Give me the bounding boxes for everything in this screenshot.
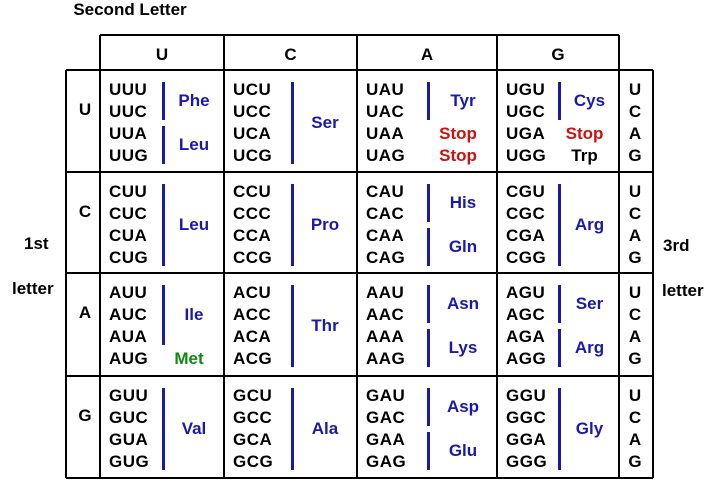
- codon: AGC: [506, 305, 546, 324]
- amino-acid-label: Asn: [446, 294, 480, 313]
- codon: UCA: [233, 124, 272, 143]
- codon: ACC: [233, 305, 272, 324]
- codon: CCU: [233, 182, 272, 201]
- codon: CAU: [366, 182, 405, 201]
- codon: UCC: [233, 102, 272, 121]
- amino-acid-label: Val: [181, 419, 207, 438]
- codon: CCA: [233, 226, 272, 245]
- third-letter: C: [628, 102, 642, 121]
- codon: GUA: [109, 430, 149, 449]
- third-letter: U: [628, 386, 642, 405]
- amino-acid-bracket: [558, 329, 561, 367]
- amino-acid-bracket: [162, 184, 165, 266]
- first-letter: A: [78, 303, 92, 322]
- third-letter: G: [628, 248, 642, 267]
- codon: UAC: [366, 102, 405, 121]
- amino-acid-bracket: [558, 388, 561, 470]
- third-letter-label-line1: 3rd: [663, 236, 690, 255]
- codon: AUA: [109, 327, 148, 346]
- codon: UGU: [506, 80, 546, 99]
- codon: GCG: [233, 452, 274, 471]
- codon: GUU: [109, 386, 149, 405]
- codon: GGC: [506, 408, 547, 427]
- codon: GAA: [366, 430, 406, 449]
- second-letter-header: A: [420, 45, 434, 64]
- amino-acid-bracket: [291, 388, 294, 470]
- codon: CUU: [109, 182, 148, 201]
- amino-acid-label: Glu: [448, 441, 478, 460]
- codon: UUG: [109, 146, 149, 165]
- codon: CGU: [506, 182, 546, 201]
- third-letter: A: [628, 430, 642, 449]
- second-letter-header: G: [551, 45, 565, 64]
- third-letter-label-line2: letter: [662, 281, 704, 300]
- third-letter: A: [628, 226, 642, 245]
- amino-acid-label: Ala: [311, 419, 339, 438]
- amino-acid-label: Leu: [178, 215, 210, 234]
- codon: AUG: [109, 349, 149, 368]
- codon: AAG: [366, 349, 406, 368]
- amino-acid-label: Arg: [574, 338, 605, 357]
- amino-acid-label: Asp: [446, 397, 480, 416]
- codon: CUC: [109, 204, 148, 223]
- codon: GCA: [233, 430, 273, 449]
- amino-acid-label: Ser: [575, 294, 604, 313]
- codon: UGA: [506, 124, 546, 143]
- amino-acid-bracket: [427, 329, 430, 367]
- third-letter: C: [628, 204, 642, 223]
- codon: GGU: [506, 386, 547, 405]
- amino-acid-label: Stop: [439, 124, 477, 143]
- codon: UGC: [506, 102, 546, 121]
- amino-acid-label: Phe: [178, 91, 210, 110]
- codon: GAU: [366, 386, 406, 405]
- amino-acid-bracket: [291, 285, 294, 367]
- amino-acid-bracket: [427, 82, 430, 120]
- amino-acid-label: Lys: [448, 338, 478, 357]
- codon: UCG: [233, 146, 273, 165]
- first-letter-label-line2: letter: [12, 279, 54, 298]
- amino-acid-bracket: [291, 82, 294, 164]
- third-letter: U: [628, 182, 642, 201]
- amino-acid-label: His: [449, 193, 477, 212]
- codon: CCC: [233, 204, 272, 223]
- codon: UUC: [109, 102, 148, 121]
- codon: GUC: [109, 408, 149, 427]
- codon: UUU: [109, 80, 148, 99]
- third-letter: A: [628, 327, 642, 346]
- third-letter: G: [628, 146, 642, 165]
- amino-acid-label: Ser: [311, 113, 339, 132]
- codon: UAU: [366, 80, 405, 99]
- codon: UCU: [233, 80, 272, 99]
- third-letter: U: [628, 283, 642, 302]
- codon: GCC: [233, 408, 273, 427]
- codon: CGC: [506, 204, 546, 223]
- codon: GAC: [366, 408, 406, 427]
- amino-acid-label: Tyr: [450, 91, 476, 110]
- first-letter-label-line1: 1st: [24, 234, 49, 253]
- codon: AGA: [506, 327, 546, 346]
- amino-acid-bracket: [427, 432, 430, 470]
- codon: CAA: [366, 226, 405, 245]
- amino-acid-label: Stop: [565, 124, 604, 143]
- codon: CAG: [366, 248, 406, 267]
- amino-acid-label: Cys: [573, 91, 606, 110]
- amino-acid-bracket: [558, 82, 561, 120]
- third-letter: C: [628, 305, 642, 324]
- amino-acid-bracket: [427, 388, 430, 426]
- codon: AGG: [506, 349, 547, 368]
- codon: AUC: [109, 305, 148, 324]
- codon: AGU: [506, 283, 546, 302]
- amino-acid-label: Gly: [575, 419, 604, 438]
- amino-acid-bracket: [558, 184, 561, 266]
- amino-acid-label: Stop: [439, 146, 477, 165]
- amino-acid-label: Arg: [574, 215, 605, 234]
- codon: UAG: [366, 146, 406, 165]
- codon: ACG: [233, 349, 273, 368]
- third-letter: U: [628, 80, 642, 99]
- second-letter-header: C: [284, 45, 297, 64]
- codon: GGG: [506, 452, 548, 471]
- codon: UUA: [109, 124, 148, 143]
- codon: CUA: [109, 226, 148, 245]
- amino-acid-label: Leu: [178, 135, 210, 154]
- codon: UAA: [366, 124, 405, 143]
- amino-acid-bracket: [162, 285, 165, 345]
- amino-acid-bracket: [427, 228, 430, 266]
- third-letter: G: [628, 349, 642, 368]
- table-title: Second Letter: [73, 0, 187, 19]
- amino-acid-label: Gln: [448, 237, 478, 256]
- codon: CAC: [366, 204, 405, 223]
- codon: ACU: [233, 283, 272, 302]
- third-letter: G: [628, 452, 642, 471]
- amino-acid-label: Trp: [571, 146, 598, 165]
- codon: GCU: [233, 386, 273, 405]
- codon: AAC: [366, 305, 405, 324]
- codon: CGA: [506, 226, 546, 245]
- codon: CUG: [109, 248, 149, 267]
- amino-acid-label: Thr: [311, 316, 339, 335]
- second-letter-header: U: [155, 45, 169, 64]
- codon: CGG: [506, 248, 547, 267]
- codon: UGG: [506, 146, 547, 165]
- codon: CCG: [233, 248, 273, 267]
- first-letter: U: [78, 100, 92, 119]
- amino-acid-bracket: [427, 285, 430, 323]
- codon: ACA: [233, 327, 272, 346]
- codon: GAG: [366, 452, 407, 471]
- amino-acid-label: Ile: [184, 305, 204, 324]
- codon: AAA: [366, 327, 405, 346]
- third-letter: A: [628, 124, 642, 143]
- third-letter: C: [628, 408, 642, 427]
- amino-acid-bracket: [162, 82, 165, 120]
- first-letter: C: [78, 202, 92, 221]
- codon: GGA: [506, 430, 547, 449]
- amino-acid-bracket: [291, 184, 294, 266]
- amino-acid-bracket: [558, 285, 561, 323]
- codon: AUU: [109, 283, 148, 302]
- first-letter: G: [78, 406, 92, 425]
- codon: AAU: [366, 283, 405, 302]
- amino-acid-label: Met: [174, 349, 204, 368]
- amino-acid-label: Pro: [310, 215, 340, 234]
- codon: GUG: [109, 452, 150, 471]
- amino-acid-bracket: [162, 126, 165, 164]
- amino-acid-bracket: [427, 184, 430, 222]
- amino-acid-bracket: [162, 388, 165, 470]
